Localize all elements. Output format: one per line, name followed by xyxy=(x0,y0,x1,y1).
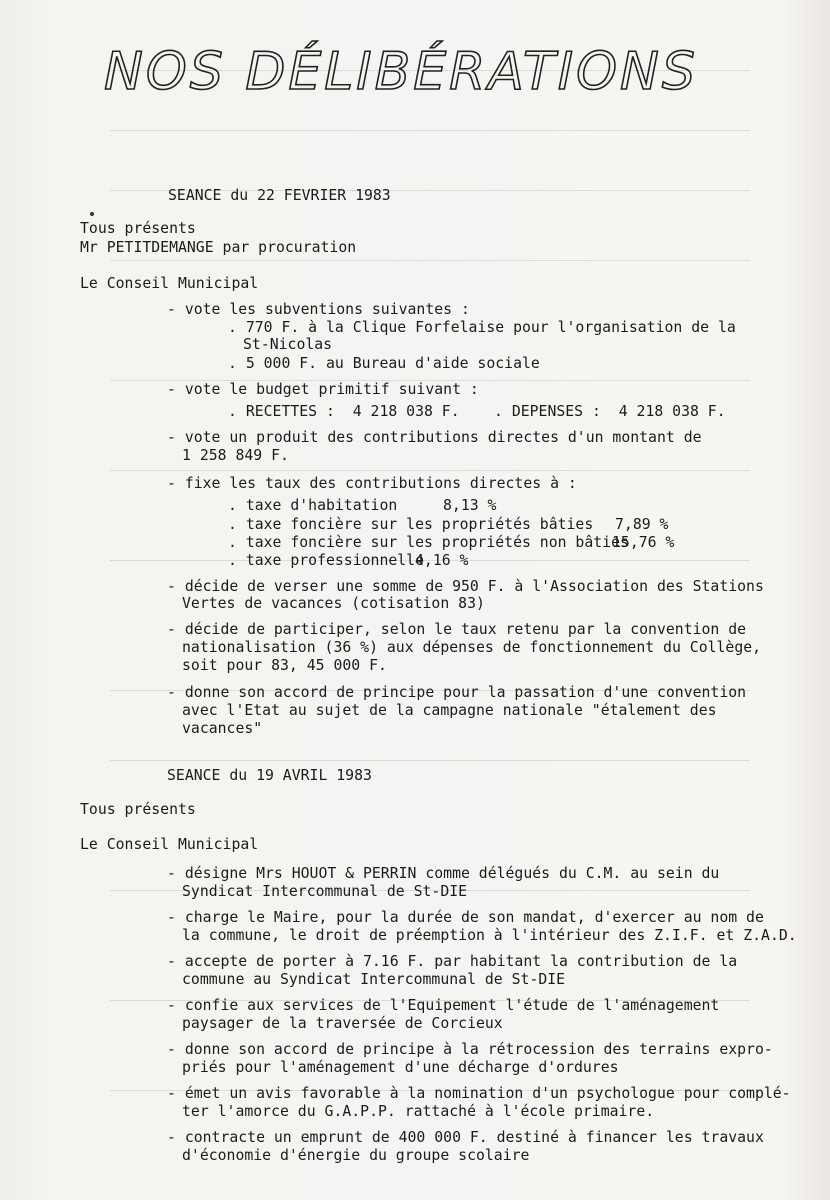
budget-receipts: . RECETTES : 4 218 038 F. xyxy=(228,403,460,420)
list-item: - émet un avis favorable à la nomination d'un psychologue pour complé- xyxy=(167,1085,791,1102)
list-item: - vote un produit des contributions directes d'un montant de xyxy=(167,429,702,446)
tax-rate-label: . taxe foncière sur les propriétés bâties xyxy=(228,516,594,533)
list-item: - vote le budget primitif suivant : xyxy=(167,381,479,398)
session-heading-apr: SEANCE du 19 AVRIL 1983 xyxy=(167,767,372,784)
council-label: Le Conseil Municipal xyxy=(80,836,259,853)
tax-rate-label: . taxe professionnelle xyxy=(228,552,424,569)
list-item: paysager de la traversée de Corcieux xyxy=(182,1015,503,1032)
bullet-dot xyxy=(90,212,94,216)
list-item: la commune, le droit de préemption à l'intérieur des Z.I.F. et Z.A.D. xyxy=(182,927,797,944)
list-item: priés pour l'aménagement d'une décharge d'ordures xyxy=(182,1059,619,1076)
list-item: d'économie d'énergie du groupe scolaire xyxy=(182,1147,530,1164)
list-item: - charge le Maire, pour la durée de son mandat, d'exercer au nom de xyxy=(167,909,764,926)
list-item: nationalisation (36 %) aux dépenses de fonctionnement du Collège, xyxy=(182,639,762,656)
list-item: - donne son accord de principe à la rétrocession des terrains expro- xyxy=(167,1041,773,1058)
list-item: vacances" xyxy=(182,720,263,737)
list-item: St-Nicolas xyxy=(243,336,333,353)
list-item: - donne son accord de principe pour la passation d'une convention xyxy=(167,684,747,701)
list-item: - fixe les taux des contributions directes à : xyxy=(167,475,577,492)
tax-rate-value: 15,76 % xyxy=(612,534,675,551)
list-item: - décide de verser une somme de 950 F. à l'Association des Stations xyxy=(167,578,764,595)
list-item: 1 258 849 F. xyxy=(182,447,289,464)
tax-rate-value: 7,89 % xyxy=(615,516,669,533)
tax-rate-value: 8,13 % xyxy=(443,497,497,514)
list-item: - vote les subventions suivantes : xyxy=(167,301,470,318)
list-item: Vertes de vacances (cotisation 83) xyxy=(182,595,485,612)
list-item: Syndicat Intercommunal de St-DIE xyxy=(182,883,468,900)
tax-rate-label: . taxe d'habitation xyxy=(228,497,398,514)
list-item: - désigne Mrs HOUOT & PERRIN comme délégués du C.M. au sein du xyxy=(167,865,720,882)
list-item: ter l'amorce du G.A.P.P. rattaché à l'école primaire. xyxy=(182,1103,655,1120)
council-label: Le Conseil Municipal xyxy=(80,275,259,292)
list-item: - contracte un emprunt de 400 000 F. destiné à financer les travaux xyxy=(167,1129,764,1146)
list-item: . 770 F. à la Clique Forfelaise pour l'organisation de la xyxy=(228,319,736,336)
list-item: avec l'Etat au sujet de la campagne nationale "étalement des xyxy=(182,702,717,719)
attendance-line: Tous présents xyxy=(80,801,196,818)
page-title: NOS DÉLIBÉRATIONS xyxy=(104,42,698,102)
list-item: - accepte de porter à 7.16 F. par habitant la contribution de la xyxy=(167,953,738,970)
list-item: - décide de participer, selon le taux retenu par la convention de xyxy=(167,621,747,638)
list-item: commune au Syndicat Intercommunal de St-DIE xyxy=(182,971,566,988)
list-item: . 5 000 F. au Bureau d'aide sociale xyxy=(228,355,540,372)
budget-expenses: . DEPENSES : 4 218 038 F. xyxy=(494,403,726,420)
list-item: soit pour 83, 45 000 F. xyxy=(182,657,387,674)
proxy-line: Mr PETITDEMANGE par procuration xyxy=(80,239,357,256)
session-heading-feb: SEANCE du 22 FEVRIER 1983 xyxy=(168,187,391,204)
attendance-line: Tous présents xyxy=(80,220,196,237)
tax-rate-label: . taxe foncière sur les propriétés non bâties xyxy=(228,534,629,551)
tax-rate-value: 4,16 % xyxy=(415,552,469,569)
list-item: - confie aux services de l'Equipement l'étude de l'aménagement xyxy=(167,997,720,1014)
